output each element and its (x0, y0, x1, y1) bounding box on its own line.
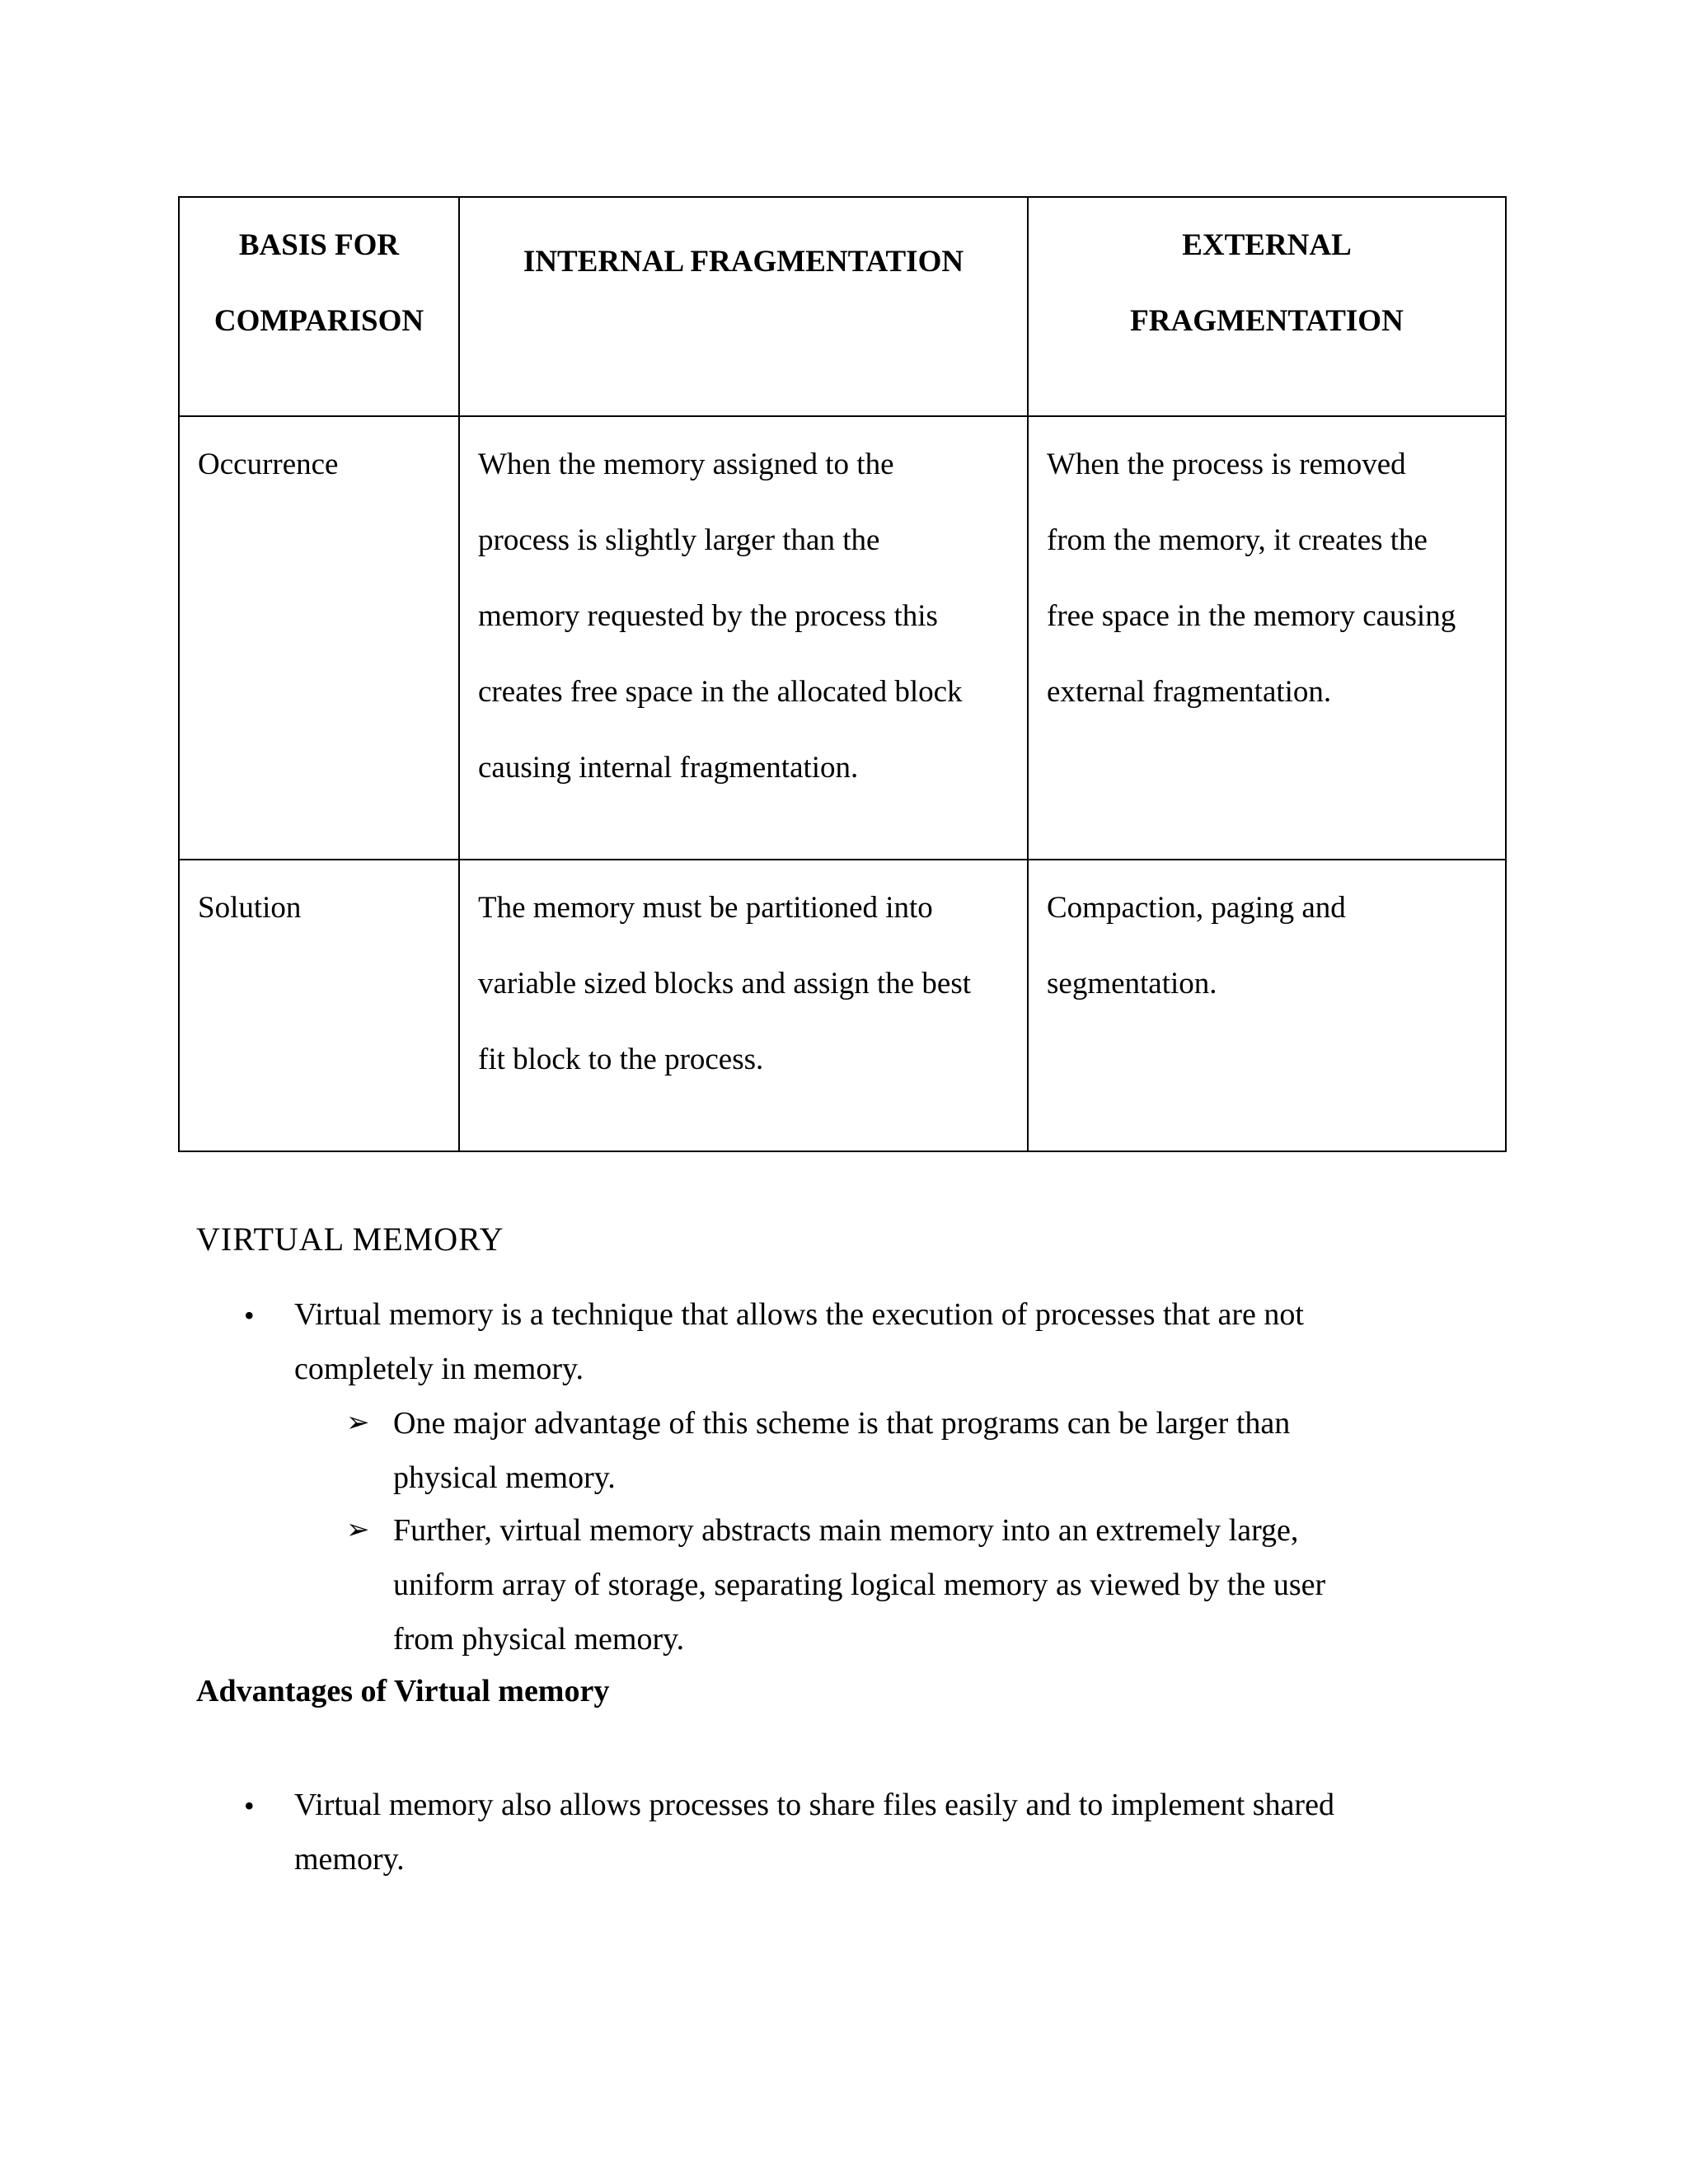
table-row (179, 860, 1506, 1151)
cell-external (1028, 860, 1506, 1151)
text-line: uniform array of storage, separating logical memory as viewed by the user (393, 1568, 1326, 1602)
text-line: Further, virtual memory abstracts main memory into an extremely large, (393, 1513, 1299, 1548)
advantages-heading: Advantages of Virtual memory (196, 1674, 610, 1708)
cell-text: When the process is removed (1047, 448, 1406, 481)
header-internal-line: INTERNAL FRAGMENTATION (523, 245, 964, 279)
cell-text: from the memory, it creates the (1047, 523, 1428, 557)
cell-text: When the memory assigned to the (478, 448, 894, 481)
cell-text: process is slightly larger than the (478, 523, 880, 557)
bullet-text (294, 1778, 1334, 1886)
bullet-dot-icon: • (244, 1789, 255, 1822)
cell-text: external fragmentation. (1047, 675, 1332, 709)
arrow-bullet-icon: ➢ (346, 1515, 370, 1545)
section-heading: VIRTUAL MEMORY (196, 1221, 504, 1258)
header-basis (179, 197, 459, 416)
cell-text: Compaction, paging and (1047, 891, 1346, 925)
cell-basis (179, 860, 459, 1151)
cell-text: The memory must be partitioned into (478, 891, 933, 925)
cell-text: memory requested by the process this (478, 599, 938, 633)
header-basis-line: BASIS FOR (238, 228, 400, 262)
header-external-line: FRAGMENTATION (1130, 304, 1404, 338)
cell-internal (459, 860, 1028, 1151)
sub-bullet-text (393, 1396, 1290, 1505)
header-external (1028, 197, 1506, 416)
cell-text: Occurrence (198, 448, 339, 481)
cell-internal (459, 416, 1028, 860)
cell-text: segmentation. (1047, 967, 1217, 1001)
table-row (179, 416, 1506, 860)
cell-text: variable sized blocks and assign the best (478, 967, 971, 1001)
cell-text: Solution (198, 891, 302, 925)
header-internal (459, 197, 1028, 416)
cell-text: causing internal fragmentation. (478, 751, 859, 785)
cell-text: free space in the memory causing (1047, 599, 1456, 633)
cell-external (1028, 416, 1506, 860)
header-basis-line: COMPARISON (213, 304, 424, 338)
text-line: from physical memory. (393, 1622, 685, 1657)
text-line: One major advantage of this scheme is that programs can be larger than (393, 1406, 1291, 1441)
header-external-line: EXTERNAL (1182, 228, 1352, 262)
text-line: Virtual memory is a technique that allows the execution of processes that are not (294, 1297, 1304, 1332)
table-header-row (179, 197, 1506, 416)
text-line: physical memory. (393, 1460, 616, 1495)
cell-text: creates free space in the allocated block (478, 675, 963, 709)
bullet-dot-icon: • (244, 1299, 255, 1332)
text-line: completely in memory. (294, 1352, 584, 1386)
sub-bullet-text (393, 1503, 1325, 1666)
comparison-table (178, 196, 1507, 1152)
cell-basis (179, 416, 459, 860)
cell-text: fit block to the process. (478, 1043, 764, 1076)
text-line: Virtual memory also allows processes to share files easily and to implement shared (294, 1788, 1334, 1822)
bullet-text (294, 1287, 1304, 1396)
arrow-bullet-icon: ➢ (346, 1408, 370, 1438)
text-line: memory. (294, 1842, 405, 1877)
